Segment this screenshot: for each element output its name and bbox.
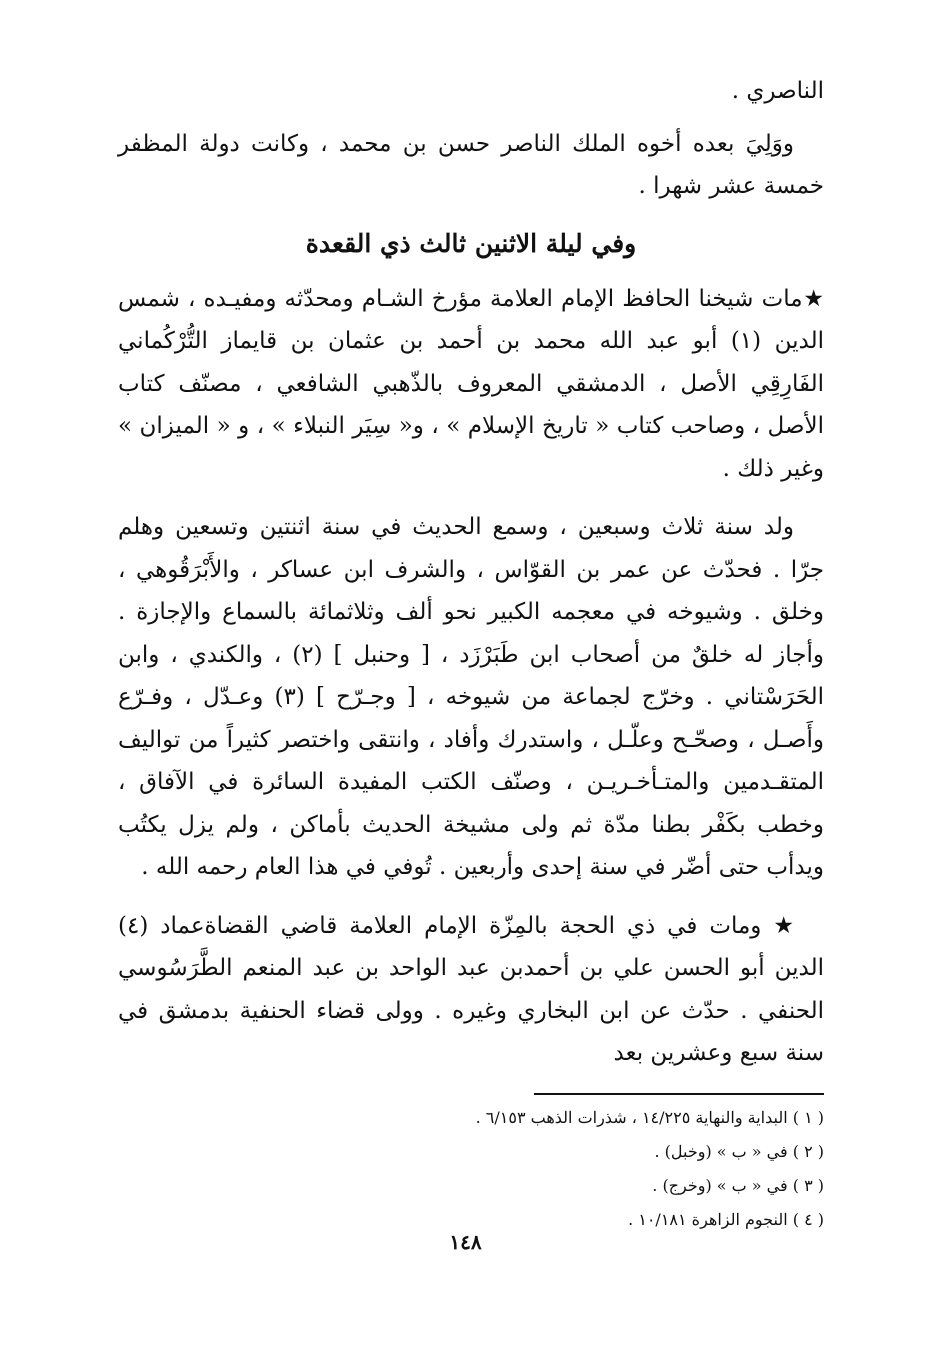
page-body bbox=[118, 70, 824, 1237]
paragraph-tarsusi-death: ★ ومات في ذي الحجة بالمِزّة الإمام العلامة قاضي القضاةعماد (٤) الدين أبو الحسن علي بن أحمدبن عبد الواحد بن عبد المنعم الطَّرَسُوسي الحنفي . حدّث عن ابن البخاري وغيره . وولى قضاء الحنفية بدمشق في سنة سبع وعشرين بعد bbox=[118, 912, 824, 1066]
footnote-2: ( ٢ ) في « ب » (وخبل) . bbox=[654, 1141, 824, 1161]
paragraph-succession: ووَلِيَ بعده أخوه الملك الناصر حسن بن محمد ، وكانت دولة المظفر خمسة عشر شهرا . bbox=[118, 130, 824, 199]
paragraph-dhahabi-biography: ولد سنة ثلاث وسبعين ، وسمع الحديث في سنة اثنتين وتسعين وهلم جرّا . فحدّث عن عمر بن القوّاس ، والشرف ابن عساكر ، والأَبْرَقُوهي ، وخلق . وشيوخه في معجمه الكبير نحو ألف وثلاثمائة بالسماع والإجازة . وأجاز له خلقٌ من أصحاب ابن طَبَرْزَد ، [ وحنبل ] (٢) ، والكندي ، وابن الحَرَسْتاني . وخرّج لجماعة من شيوخه ، [ وجـرّح ] (٣) وعـدّل ، وفـرّع وأَصـل ، وصحّـح وعلّـل ، واستدرك وأفاد ، وانتقى واختصر كثيراً من تواليف المتقـدمين والمتـأخـريـن ، وصنّف الكتب المفيدة السائرة في الآفاق ، وخطب بكَفْر بطنا مدّة ثم ولى مشيخة الحديث بأماكن ، ولم يزل يكتُب ويدأب حتى أضّر في سنة إحدى وأربعين . تُوفي في هذا العام رحمه الله . bbox=[118, 514, 825, 880]
footnote-separator bbox=[534, 1093, 824, 1095]
paragraph-dhahabi-death: ★مات شيخنا الحافظ الإمام العلامة مؤرخ الشـام ومحدّثه ومفيـده ، شمس الدين (١) أبو عبد الله محمد بن أحمد بن عثمان بن قايماز التُّرْكُماني الفَارِقِي الأصل ، الدمشقي المعروف بالذّهبي الشافعي ، مصنّف كتاب الأصل ، وصاحب كتاب « تاريخ الإسلام » ، و« سِيَر النبلاء » ، و « الميزان » وغير ذلك . bbox=[118, 285, 824, 482]
paragraph-continuation: الناصري . bbox=[731, 78, 824, 104]
footnote-4: ( ٤ ) النجوم الزاهرة ١٠/١٨١ . bbox=[628, 1209, 824, 1229]
page-number: ١٤٨ bbox=[449, 1230, 482, 1254]
footnote-3: ( ٣ ) في « ب » (وخرج) . bbox=[652, 1175, 824, 1195]
footnote-1: ( ١ ) البداية والنهاية ١٤/٢٢٥ ، شذرات الذهب ٦/١٥٣ . bbox=[475, 1107, 824, 1127]
footnotes bbox=[118, 1101, 824, 1237]
section-heading: وفي ليلة الاثنين ثالث ذي القعدة bbox=[305, 228, 637, 258]
